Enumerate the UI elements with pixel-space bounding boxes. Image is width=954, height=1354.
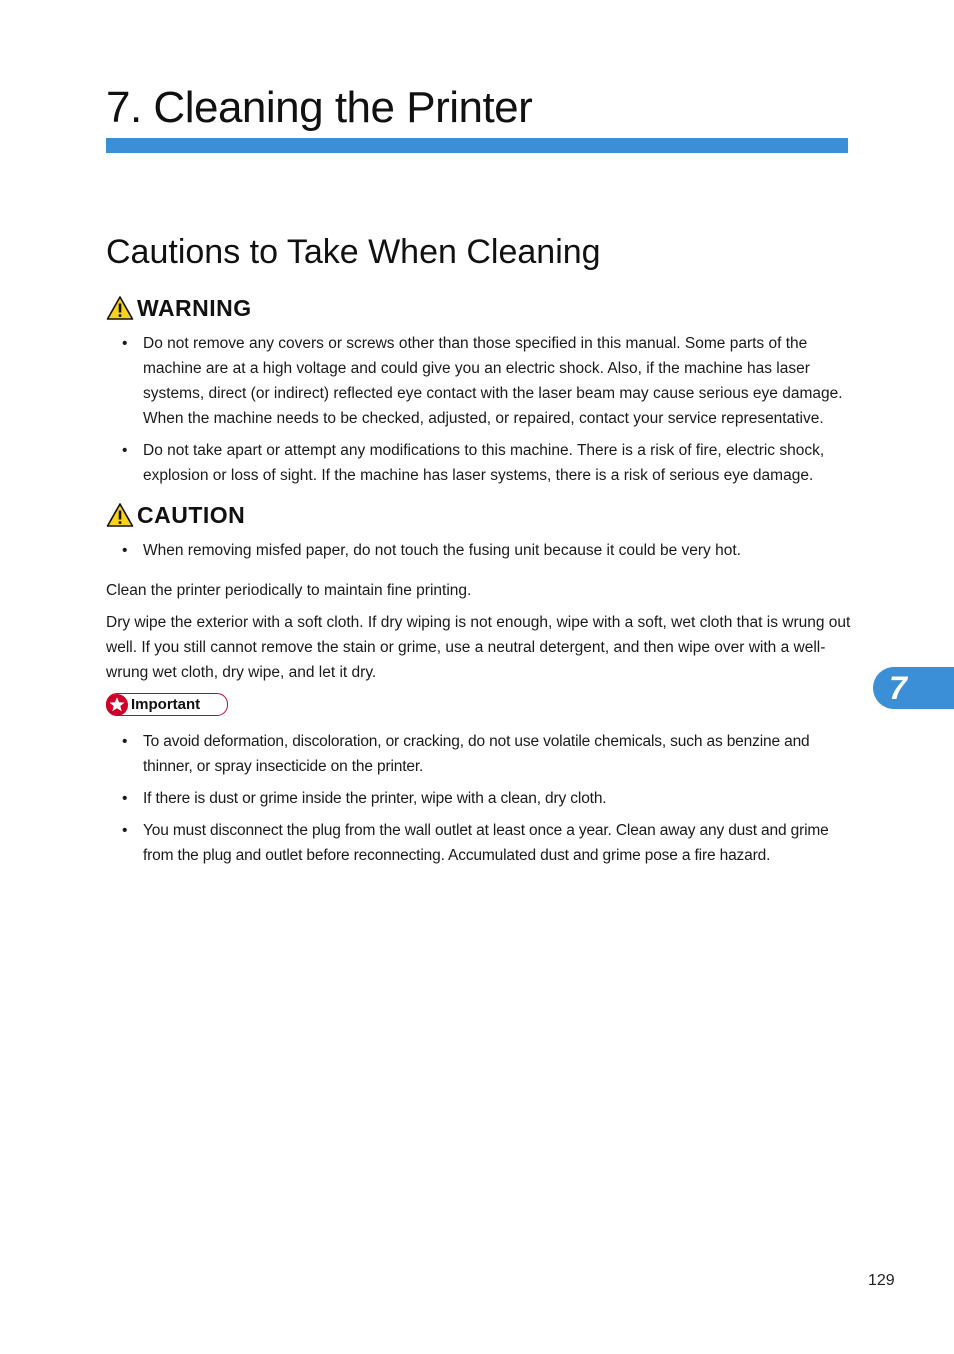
list-item: • When removing misfed paper, do not touch the fusing unit because it could be very hot. <box>106 538 851 563</box>
list-item: • To avoid deformation, discoloration, or cracking, do not use volatile chemicals, such as benzine and thinner, or spray insecticide on the printer. <box>106 729 851 779</box>
section-title: Cautions to Take When Cleaning <box>106 233 601 271</box>
caution-triangle-icon <box>106 502 134 528</box>
list-item: • You must disconnect the plug from the wall outlet at least once a year. Clean away any dust and grime from the plug and outlet before reconnecting. Accumulated dust and grime pose a fire hazard. <box>106 818 851 868</box>
caution-list <box>106 538 851 570</box>
page-number: 129 <box>868 1272 895 1289</box>
warning-list <box>106 331 851 495</box>
warning-triangle-icon <box>106 295 134 321</box>
caution-label <box>106 501 245 529</box>
important-label-text: Important <box>131 696 201 713</box>
chapter-tab: 7 <box>873 667 954 709</box>
star-icon <box>105 693 129 717</box>
important-badge <box>106 693 228 716</box>
warning-label-text: WARNING <box>137 295 252 321</box>
important-list <box>106 729 851 875</box>
body-paragraph: Dry wipe the exterior with a soft cloth. If dry wiping is not enough, wipe with a soft, wet cloth that is wrung out well. If you still cannot remove the stain or grime, use a neutral detergent, and then wipe over with a well-wrung wet cloth, dry wipe, and let it dry. <box>106 614 851 681</box>
chapter-title: 7. Cleaning the Printer <box>106 83 533 132</box>
list-item: • Do not remove any covers or screws other than those specified in this manual. Some parts of the machine are at a high voltage and could give you an electric shock. Also, if the machine has laser systems, direct (or indirect) reflected eye contact with the laser beam may cause serious eye damage. When the machine needs to be checked, adjusted, or repaired, contact your service representative. <box>106 331 851 431</box>
caution-label-text: CAUTION <box>137 502 246 528</box>
list-item: • If there is dust or grime inside the printer, wipe with a clean, dry cloth. <box>106 786 851 811</box>
warning-label <box>106 294 252 322</box>
body-paragraph: Clean the printer periodically to maintain fine printing. <box>106 582 472 599</box>
list-item: • Do not take apart or attempt any modifications to this machine. There is a risk of fire, electric shock, explosion or loss of sight. If the machine has laser systems, there is a risk of serious eye damage. <box>106 438 851 488</box>
chapter-title-bar <box>106 138 848 153</box>
